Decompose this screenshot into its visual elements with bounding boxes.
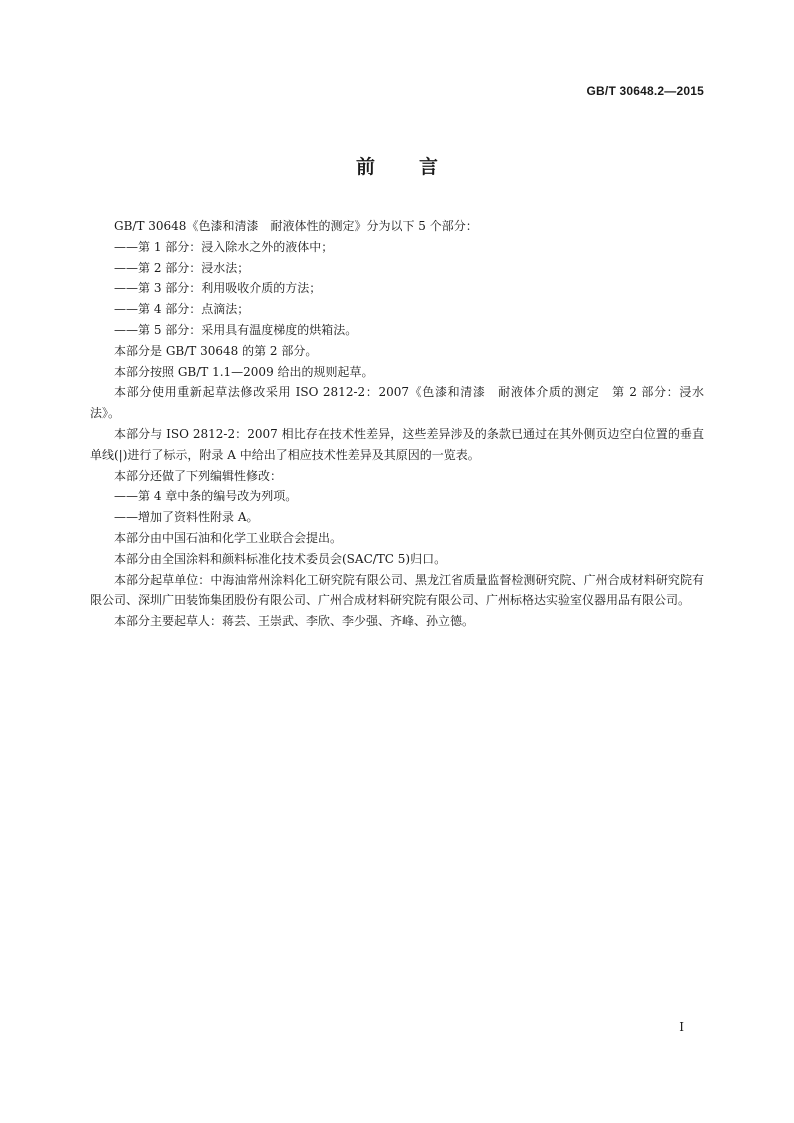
paragraph-centralized-by: 本部分由全国涂料和颜料标准化技术委员会(SAC/TC 5)归口。 <box>114 551 447 566</box>
list-item-part-3: ——第 3 部分：利用吸收介质的方法； <box>114 281 322 296</box>
paragraph-proposed-by: 本部分由中国石油和化学工业联合会提出。 <box>114 530 343 545</box>
preface-body <box>90 216 704 632</box>
list-item-part-4: ——第 4 部分：点滴法； <box>114 302 250 317</box>
paragraph-part-statement: 本部分是 GB/T 30648 的第 2 部分。 <box>114 343 318 358</box>
paragraph-technical-differences: 本部分与 ISO 2812-2：2007 相比存在技术性差异，这些差异涉及的条款已通过在其外侧页边空白位置的垂直单线(|)进行了标示，附录 A 中给出了相应技术性差异及其原因的一览表。 <box>90 426 704 462</box>
paragraph-intro: GB/T 30648《色漆和清漆 耐液体性的测定》分为以下 5 个部分： <box>114 219 478 233</box>
paragraph-drafting-rules: 本部分按照 GB/T 1.1—2009 给出的规则起草。 <box>114 364 374 379</box>
list-item-part-2: ——第 2 部分：浸水法； <box>114 260 250 275</box>
standard-number: GB/T 30648.2—2015 <box>586 84 704 98</box>
paragraph-editorial-changes: 本部分还做了下列编辑性修改： <box>114 468 283 483</box>
list-item-editorial-2: ——增加了资料性附录 A。 <box>114 510 259 525</box>
list-item-part-1: ——第 1 部分：浸入除水之外的液体中； <box>114 239 334 254</box>
paragraph-drafting-units: 本部分起草单位：中海油常州涂料化工研究院有限公司、黑龙江省质量监督检测研究院、广州合成材料研究院有限公司、深圳广田装饰集团股份有限公司、广州合成材料研究院有限公司、广州标格达实验室仪器用品有限公司。 <box>90 572 704 608</box>
list-item-editorial-1: ——第 4 章中条的编号改为列项。 <box>114 489 298 504</box>
paragraph-iso-adoption: 本部分使用重新起草法修改采用 ISO 2812-2：2007《色漆和清漆 耐液体介质的测定 第 2 部分：浸水法》。 <box>90 385 704 421</box>
paragraph-drafters: 本部分主要起草人：蒋芸、王崇武、李欣、李少强、齐峰、孙立德。 <box>114 614 475 629</box>
list-item-part-5: ——第 5 部分：采用具有温度梯度的烘箱法。 <box>114 322 358 337</box>
page-number: I <box>679 1020 684 1034</box>
page-title: 前言 <box>355 156 482 178</box>
